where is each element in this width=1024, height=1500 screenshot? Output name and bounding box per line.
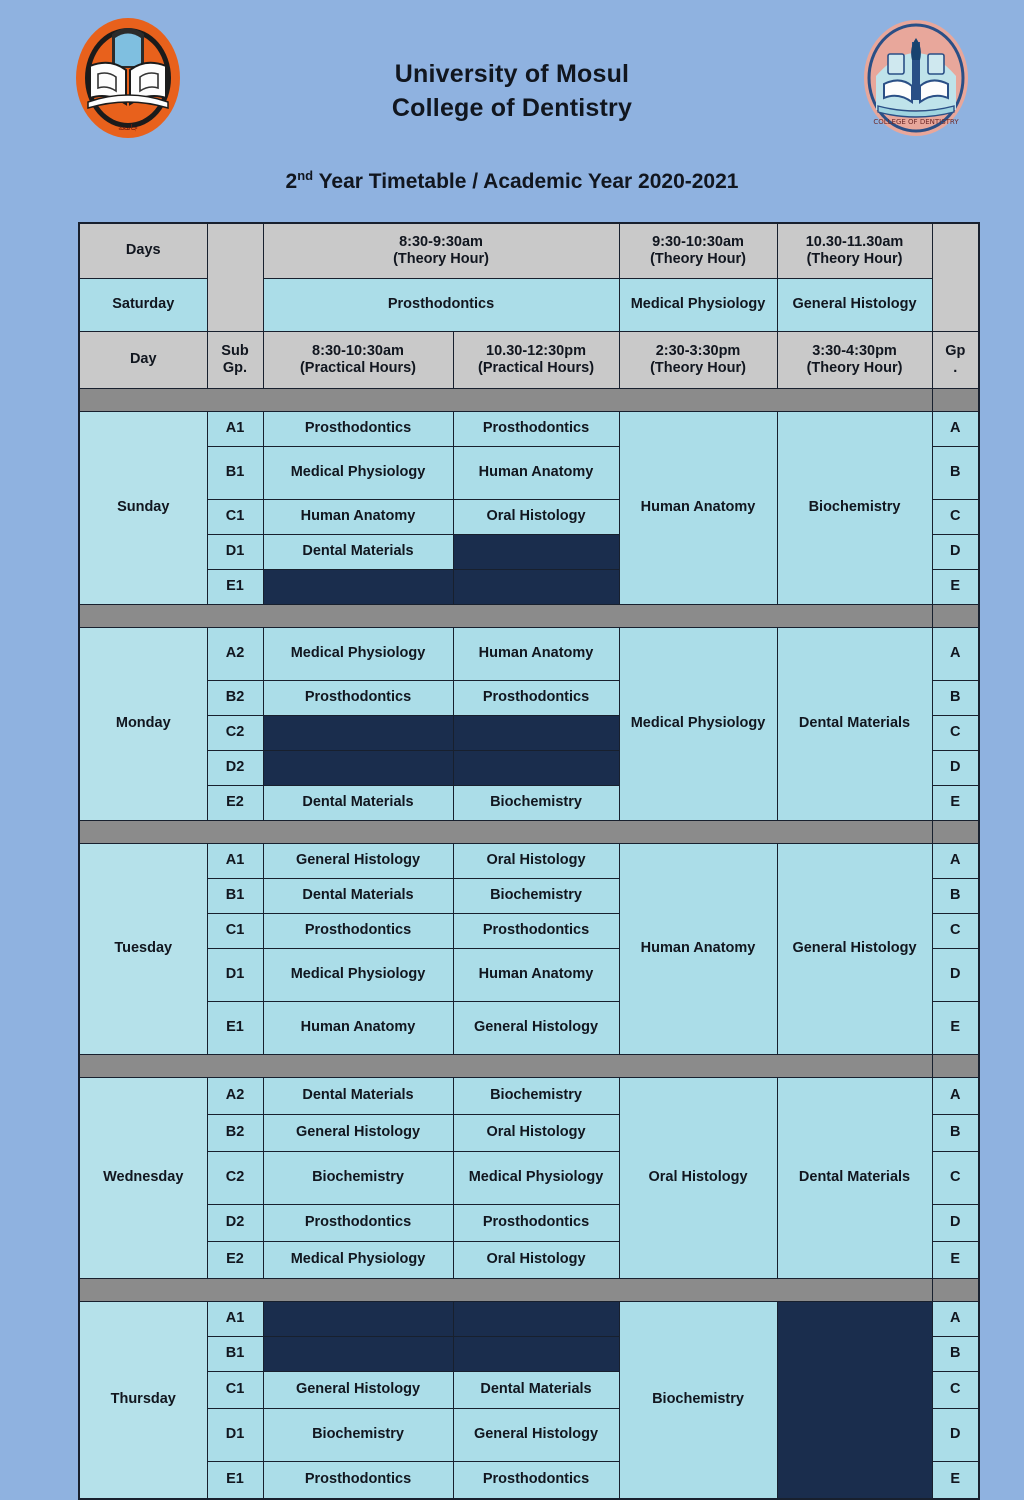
day-block-separator [79,605,979,628]
day-label-cell: Day [79,332,207,389]
group-letter-cell: D [932,535,979,570]
afternoon-theory-1-cell: Human Anatomy [619,412,777,605]
theory-slot-1-header [263,223,619,279]
sub-group-cell: B2 [207,681,263,716]
sub-group-cell: E1 [207,1002,263,1055]
separator-bar-gp [932,1055,979,1078]
sub-group-cell: D2 [207,751,263,786]
separator-bar [79,821,932,844]
practical-slot-cell: Prosthodontics [453,1462,619,1500]
day-name-saturday: Saturday [79,279,207,332]
group-letter-cell: C [932,1372,979,1409]
sub-group-cell: E2 [207,786,263,821]
group-letter-cell: E [932,786,979,821]
separator-bar [79,1279,932,1302]
header-blank-sub-cell [207,223,263,332]
practical-slot-2-note: (Practical Hours) [477,360,595,376]
practical-slot-cell: General Histology [453,1002,619,1055]
separator-bar-gp [932,1279,979,1302]
svg-text:COLLEGE OF DENTISTRY: COLLEGE OF DENTISTRY [873,118,959,126]
practical-slot-cell: Dental Materials [453,1372,619,1409]
afternoon-theory-2-header [777,332,932,389]
group-letter-cell: E [932,570,979,605]
sub-group-cell: E1 [207,1462,263,1500]
sub-group-cell: C1 [207,500,263,535]
sub-group-cell: A1 [207,412,263,447]
empty-slot-cell [453,716,619,751]
sub-group-cell: C2 [207,1152,263,1205]
gp-label-line2: . [953,360,958,376]
afternoon-theory-2-cell: General Histology [777,844,932,1055]
group-letter-cell: E [932,1462,979,1500]
afternoon-theory-2-cell: Biochemistry [777,412,932,605]
afternoon-theory-2-cell: Dental Materials [777,1078,932,1279]
sub-group-cell: C1 [207,914,263,949]
empty-slot-cell [263,1337,453,1372]
empty-slot-cell [453,751,619,786]
saturday-slot-1: Prosthodontics [263,279,619,332]
day-block-separator [79,389,979,412]
group-letter-cell: C [932,500,979,535]
practical-slot-2-header [453,332,619,389]
day-block-separator [79,821,979,844]
practical-slot-cell: General Histology [263,1372,453,1409]
sub-gp-label-cell [207,332,263,389]
afternoon-theory-1-header [619,332,777,389]
header-row-theory-times [79,223,979,279]
sub-group-cell: E2 [207,1242,263,1279]
group-letter-cell: C [932,914,979,949]
empty-slot-cell [453,1302,619,1337]
sub-group-cell: A1 [207,844,263,879]
saturday-slot-3: General Histology [777,279,932,332]
practical-slot-cell: Human Anatomy [263,500,453,535]
table-row [79,1302,979,1337]
timetable-table-wrapper [78,222,978,1500]
group-letter-cell: A [932,1078,979,1115]
timetable [78,222,980,1500]
sub-group-cell: A2 [207,1078,263,1115]
practical-slot-cell: Medical Physiology [263,628,453,681]
table-row [79,1078,979,1115]
header-row-practical-times [79,332,979,389]
practical-slot-cell: Medical Physiology [263,447,453,500]
sub-group-cell: D1 [207,535,263,570]
practical-slot-cell: Human Anatomy [263,1002,453,1055]
empty-slot-cell [263,570,453,605]
practical-slot-cell: Oral Histology [453,1242,619,1279]
practical-slot-cell: Prosthodontics [453,412,619,447]
sub-group-cell: B1 [207,879,263,914]
theory-slot-2-header [619,223,777,279]
afternoon-theory-1-cell: Oral Histology [619,1078,777,1279]
practical-slot-cell: Prosthodontics [263,1205,453,1242]
practical-slot-cell: Prosthodontics [263,681,453,716]
group-letter-cell: D [932,949,979,1002]
separator-bar [79,1055,932,1078]
practical-slot-cell: Human Anatomy [453,949,619,1002]
afternoon-theory-1-time: 2:30-3:30pm [655,342,741,359]
day-name-sunday: Sunday [79,412,207,605]
sub-group-cell: A1 [207,1302,263,1337]
separator-bar-gp [932,389,979,412]
page-header [0,0,1024,215]
separator-bar-gp [932,821,979,844]
theory-slot-3-header [777,223,932,279]
group-letter-cell: B [932,447,979,500]
separator-bar-gp [932,605,979,628]
sub-group-cell: E1 [207,570,263,605]
practical-slot-cell: Prosthodontics [263,914,453,949]
practical-slot-cell: Medical Physiology [263,1242,453,1279]
afternoon-theory-1-note: (Theory Hour) [650,360,746,376]
practical-slot-1-header [263,332,453,389]
table-row [79,628,979,681]
practical-slot-cell: Biochemistry [453,1078,619,1115]
sub-group-cell: B2 [207,1115,263,1152]
day-name-thursday: Thursday [79,1302,207,1500]
sub-group-cell: D1 [207,1409,263,1462]
group-letter-cell: C [932,1152,979,1205]
practical-slot-cell: General Histology [263,1115,453,1152]
header-titles [0,58,1024,126]
practical-slot-cell: General Histology [453,1409,619,1462]
day-block-separator [79,1055,979,1078]
practical-slot-cell: Biochemistry [263,1409,453,1462]
separator-bar [79,389,932,412]
afternoon-theory-2-time: 3:30-4:30pm [812,342,897,359]
practical-slot-cell: General Histology [263,844,453,879]
practical-slot-1-time: 8:30-10:30am [312,342,404,359]
group-letter-cell: B [932,879,979,914]
practical-slot-cell: Medical Physiology [453,1152,619,1205]
university-name: University of Mosul [394,60,630,88]
practical-slot-cell: Dental Materials [263,535,453,570]
empty-slot-cell [453,570,619,605]
sub-group-cell: D1 [207,949,263,1002]
practical-slot-cell: Dental Materials [263,879,453,914]
theory-slot-3-note: (Theory Hour) [806,251,903,267]
empty-slot-cell [453,1337,619,1372]
sub-group-cell: B1 [207,447,263,500]
afternoon-theory-1-cell: Biochemistry [619,1302,777,1500]
group-letter-cell: B [932,681,979,716]
practical-slot-1-note: (Practical Hours) [299,360,417,376]
sub-gp-label-line2: Gp. [222,360,248,376]
practical-slot-cell: Oral Histology [453,500,619,535]
svg-text:جامعة: جامعة [118,123,138,132]
empty-slot-cell [777,1302,932,1500]
sub-group-cell: A2 [207,628,263,681]
gp-label-line1: Gp [945,342,966,359]
group-letter-cell: A [932,628,979,681]
empty-slot-cell [263,1302,453,1337]
sub-group-cell: B1 [207,1337,263,1372]
saturday-slot-2: Medical Physiology [619,279,777,332]
practical-slot-cell: Oral Histology [453,844,619,879]
header-blank-gp-cell [932,223,979,332]
practical-slot-cell: Dental Materials [263,786,453,821]
subtitle-rest: Year Timetable / Academic Year 2020-2021 [313,170,739,193]
practical-slot-cell: Medical Physiology [263,949,453,1002]
practical-slot-cell: Dental Materials [263,1078,453,1115]
theory-slot-2-note: (Theory Hour) [650,251,746,267]
group-letter-cell: D [932,1205,979,1242]
separator-bar [79,605,932,628]
group-letter-cell: B [932,1337,979,1372]
empty-slot-cell [263,751,453,786]
sub-gp-label-line1: Sub [221,342,249,359]
theory-slot-3-time: 10.30-11.30am [805,233,904,250]
subtitle-year-number: 2 [285,170,298,193]
practical-slot-cell: Prosthodontics [263,1462,453,1500]
practical-slot-cell: Prosthodontics [263,412,453,447]
group-letter-cell: A [932,412,979,447]
group-letter-cell: D [932,751,979,786]
day-name-tuesday: Tuesday [79,844,207,1055]
group-letter-cell: A [932,844,979,879]
group-letter-cell: E [932,1002,979,1055]
group-letter-cell: A [932,1302,979,1337]
days-label-cell: Days [79,223,207,279]
practical-slot-cell: Biochemistry [453,786,619,821]
afternoon-theory-2-cell: Dental Materials [777,628,932,821]
practical-slot-cell: Prosthodontics [453,1205,619,1242]
theory-slot-2-time: 9:30-10:30am [652,233,744,250]
day-name-monday: Monday [79,628,207,821]
timetable-subtitle [0,168,1024,194]
afternoon-theory-1-cell: Medical Physiology [619,628,777,821]
college-name: College of Dentistry [391,93,633,122]
sub-group-cell: D2 [207,1205,263,1242]
afternoon-theory-2-note: (Theory Hour) [806,360,903,376]
theory-slot-1-time: 8:30-9:30am [399,233,483,250]
table-row [79,844,979,879]
group-letter-cell: D [932,1409,979,1462]
theory-slot-1-note: (Theory Hour) [393,251,489,267]
practical-slot-cell: Oral Histology [453,1115,619,1152]
practical-slot-2-time: 10.30-12:30pm [486,342,586,359]
gp-label-cell [932,332,979,389]
day-name-wednesday: Wednesday [79,1078,207,1279]
afternoon-theory-1-cell: Human Anatomy [619,844,777,1055]
group-letter-cell: B [932,1115,979,1152]
practical-slot-cell: Human Anatomy [453,628,619,681]
group-letter-cell: E [932,1242,979,1279]
subtitle-ordinal-suffix: nd [297,168,314,183]
practical-slot-cell: Biochemistry [263,1152,453,1205]
practical-slot-cell: Human Anatomy [453,447,619,500]
day-block-separator [79,1279,979,1302]
practical-slot-cell: Biochemistry [453,879,619,914]
empty-slot-cell [263,716,453,751]
table-row [79,412,979,447]
sub-group-cell: C2 [207,716,263,751]
sub-group-cell: C1 [207,1372,263,1409]
empty-slot-cell [453,535,619,570]
practical-slot-cell: Prosthodontics [453,914,619,949]
group-letter-cell: C [932,716,979,751]
practical-slot-cell: Prosthodontics [453,681,619,716]
